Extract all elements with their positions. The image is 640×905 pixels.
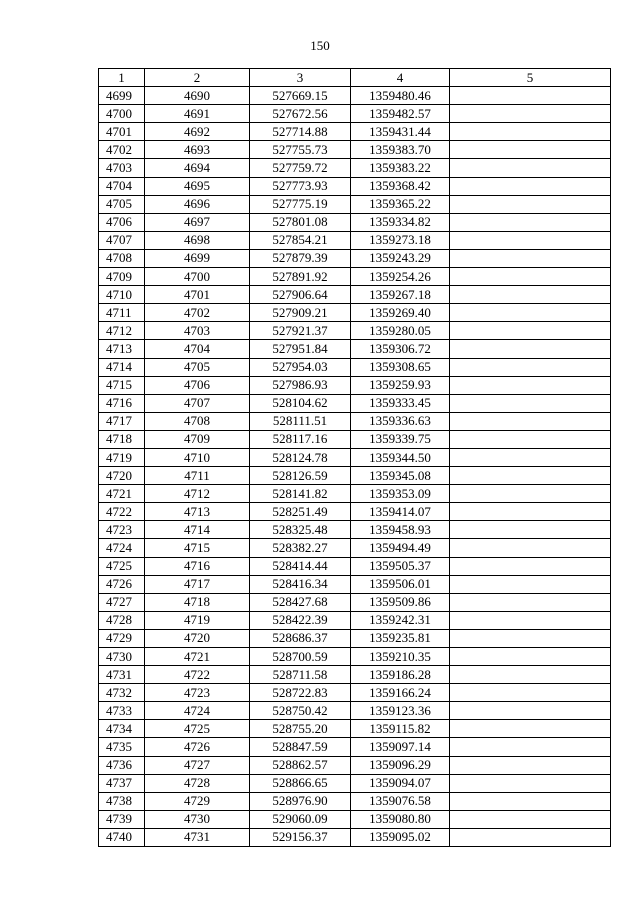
table-cell-col-1: 4704	[99, 177, 145, 195]
table-cell-col-4: 1359242.31	[351, 611, 450, 629]
table-cell-col-3: 528847.59	[250, 738, 351, 756]
table-cell-col-4: 1359458.93	[351, 521, 450, 539]
table-row	[99, 177, 611, 195]
table-cell-col-1: 4739	[99, 810, 145, 828]
table-cell-col-5	[450, 684, 611, 702]
table-row	[99, 792, 611, 810]
table-cell-col-4: 1359166.24	[351, 684, 450, 702]
table-cell-col-1: 4699	[99, 87, 145, 105]
column-header-1: 1	[99, 69, 145, 87]
table-cell-col-4: 1359094.07	[351, 774, 450, 792]
table-cell-col-4: 1359353.09	[351, 485, 450, 503]
table-cell-col-2: 4694	[145, 159, 250, 177]
table-cell-col-1: 4714	[99, 358, 145, 376]
table-cell-col-3: 528117.16	[250, 430, 351, 448]
table-cell-col-5	[450, 105, 611, 123]
table-cell-col-2: 4725	[145, 720, 250, 738]
table-cell-col-3: 527909.21	[250, 304, 351, 322]
table-row	[99, 358, 611, 376]
table-cell-col-5	[450, 720, 611, 738]
table-cell-col-3: 528126.59	[250, 467, 351, 485]
table-cell-col-2: 4713	[145, 503, 250, 521]
table-cell-col-1: 4721	[99, 485, 145, 503]
table-cell-col-2: 4726	[145, 738, 250, 756]
table-cell-col-5	[450, 792, 611, 810]
table-cell-col-3: 528422.39	[250, 611, 351, 629]
table-cell-col-4: 1359383.22	[351, 159, 450, 177]
table-cell-col-2: 4695	[145, 177, 250, 195]
table-row	[99, 774, 611, 792]
table-cell-col-2: 4707	[145, 394, 250, 412]
table-cell-col-3: 527906.64	[250, 286, 351, 304]
table-row	[99, 448, 611, 466]
column-header-2: 2	[145, 69, 250, 87]
table-cell-col-4: 1359243.29	[351, 249, 450, 267]
table-cell-col-1: 4713	[99, 340, 145, 358]
table-cell-col-1: 4736	[99, 756, 145, 774]
table-cell-col-4: 1359273.18	[351, 231, 450, 249]
table-cell-col-4: 1359235.81	[351, 629, 450, 647]
table-cell-col-5	[450, 177, 611, 195]
table-row	[99, 105, 611, 123]
table-cell-col-2: 4702	[145, 304, 250, 322]
table-cell-col-3: 527921.37	[250, 322, 351, 340]
table-row	[99, 521, 611, 539]
table-cell-col-3: 529156.37	[250, 828, 351, 846]
table-cell-col-5	[450, 666, 611, 684]
table-cell-col-5	[450, 503, 611, 521]
table-cell-col-4: 1359280.05	[351, 322, 450, 340]
table-row	[99, 666, 611, 684]
table-cell-col-5	[450, 376, 611, 394]
table-row	[99, 467, 611, 485]
table-cell-col-4: 1359080.80	[351, 810, 450, 828]
table-cell-col-1: 4725	[99, 557, 145, 575]
table-cell-col-3: 528416.34	[250, 575, 351, 593]
table-cell-col-3: 528711.58	[250, 666, 351, 684]
table-cell-col-4: 1359494.49	[351, 539, 450, 557]
table-cell-col-2: 4693	[145, 141, 250, 159]
table-cell-col-5	[450, 448, 611, 466]
table-cell-col-1: 4732	[99, 684, 145, 702]
table-cell-col-3: 528686.37	[250, 629, 351, 647]
table-cell-col-2: 4709	[145, 430, 250, 448]
table-row	[99, 648, 611, 666]
table-cell-col-4: 1359259.93	[351, 376, 450, 394]
table-row	[99, 684, 611, 702]
coordinates-table	[98, 68, 611, 847]
table-cell-col-2: 4710	[145, 448, 250, 466]
table-cell-col-3: 528251.49	[250, 503, 351, 521]
table-row	[99, 141, 611, 159]
table-cell-col-5	[450, 159, 611, 177]
table-cell-col-1: 4712	[99, 322, 145, 340]
table-cell-col-2: 4708	[145, 412, 250, 430]
table-row	[99, 702, 611, 720]
table-cell-col-1: 4702	[99, 141, 145, 159]
table-row	[99, 87, 611, 105]
table-cell-col-3: 528414.44	[250, 557, 351, 575]
table-row	[99, 394, 611, 412]
table-cell-col-4: 1359095.02	[351, 828, 450, 846]
table-row	[99, 340, 611, 358]
table-cell-col-5	[450, 231, 611, 249]
table-cell-col-3: 527755.73	[250, 141, 351, 159]
table-cell-col-4: 1359097.14	[351, 738, 450, 756]
table-cell-col-2: 4692	[145, 123, 250, 141]
table-row	[99, 322, 611, 340]
table-cell-col-1: 4727	[99, 593, 145, 611]
table-cell-col-5	[450, 575, 611, 593]
table-cell-col-2: 4700	[145, 268, 250, 286]
table-cell-col-1: 4700	[99, 105, 145, 123]
table-cell-col-5	[450, 467, 611, 485]
table-cell-col-5	[450, 557, 611, 575]
table-row	[99, 412, 611, 430]
table-cell-col-1: 4708	[99, 249, 145, 267]
table-cell-col-3: 527854.21	[250, 231, 351, 249]
table-cell-col-2: 4720	[145, 629, 250, 647]
table-cell-col-2: 4717	[145, 575, 250, 593]
table-cell-col-4: 1359186.28	[351, 666, 450, 684]
table-cell-col-2: 4696	[145, 195, 250, 213]
table-cell-col-2: 4714	[145, 521, 250, 539]
table-cell-col-5	[450, 810, 611, 828]
table-cell-col-3: 528124.78	[250, 448, 351, 466]
table-cell-col-3: 527954.03	[250, 358, 351, 376]
table-cell-col-2: 4719	[145, 611, 250, 629]
table-cell-col-5	[450, 340, 611, 358]
table-cell-col-4: 1359482.57	[351, 105, 450, 123]
table-cell-col-5	[450, 213, 611, 231]
table-cell-col-4: 1359123.36	[351, 702, 450, 720]
table-cell-col-1: 4717	[99, 412, 145, 430]
column-header-4: 4	[351, 69, 450, 87]
table-row	[99, 720, 611, 738]
table-cell-col-2: 4697	[145, 213, 250, 231]
table-cell-col-5	[450, 702, 611, 720]
table-row	[99, 828, 611, 846]
table-cell-col-3: 528111.51	[250, 412, 351, 430]
table-cell-col-5	[450, 593, 611, 611]
table-cell-col-5	[450, 485, 611, 503]
table-cell-col-4: 1359334.82	[351, 213, 450, 231]
table-row	[99, 304, 611, 322]
table-cell-col-5	[450, 430, 611, 448]
table-cell-col-3: 528866.65	[250, 774, 351, 792]
table-cell-col-2: 4699	[145, 249, 250, 267]
table-cell-col-3: 528141.82	[250, 485, 351, 503]
table-cell-col-2: 4724	[145, 702, 250, 720]
table-row	[99, 557, 611, 575]
table-cell-col-4: 1359368.42	[351, 177, 450, 195]
table-cell-col-4: 1359339.75	[351, 430, 450, 448]
table-cell-col-4: 1359269.40	[351, 304, 450, 322]
table-cell-col-2: 4729	[145, 792, 250, 810]
table-cell-col-5	[450, 394, 611, 412]
table-cell-col-4: 1359306.72	[351, 340, 450, 358]
table-row	[99, 159, 611, 177]
table-cell-col-2: 4718	[145, 593, 250, 611]
table-cell-col-3: 528382.27	[250, 539, 351, 557]
table-cell-col-4: 1359308.65	[351, 358, 450, 376]
table-cell-col-4: 1359414.07	[351, 503, 450, 521]
table-cell-col-3: 527759.72	[250, 159, 351, 177]
table-cell-col-1: 4735	[99, 738, 145, 756]
table-cell-col-1: 4710	[99, 286, 145, 304]
table-cell-col-5	[450, 629, 611, 647]
table-cell-col-3: 528104.62	[250, 394, 351, 412]
table-row	[99, 756, 611, 774]
table-cell-col-2: 4711	[145, 467, 250, 485]
table-row	[99, 231, 611, 249]
table-cell-col-5	[450, 756, 611, 774]
table-cell-col-2: 4705	[145, 358, 250, 376]
table-row	[99, 249, 611, 267]
table-cell-col-1: 4719	[99, 448, 145, 466]
table-cell-col-4: 1359115.82	[351, 720, 450, 738]
table-cell-col-2: 4727	[145, 756, 250, 774]
table-cell-col-3: 528722.83	[250, 684, 351, 702]
table-cell-col-3: 527669.15	[250, 87, 351, 105]
table-cell-col-3: 528700.59	[250, 648, 351, 666]
table-cell-col-1: 4730	[99, 648, 145, 666]
table-cell-col-1: 4728	[99, 611, 145, 629]
table-cell-col-4: 1359096.29	[351, 756, 450, 774]
table-cell-col-5	[450, 539, 611, 557]
table-cell-col-1: 4701	[99, 123, 145, 141]
table-cell-col-4: 1359505.37	[351, 557, 450, 575]
table-cell-col-2: 4698	[145, 231, 250, 249]
table-cell-col-5	[450, 774, 611, 792]
table-row	[99, 123, 611, 141]
table-cell-col-1: 4723	[99, 521, 145, 539]
table-cell-col-2: 4730	[145, 810, 250, 828]
table-row	[99, 575, 611, 593]
table-cell-col-1: 4709	[99, 268, 145, 286]
table-cell-col-5	[450, 322, 611, 340]
table-cell-col-5	[450, 738, 611, 756]
table-cell-col-5	[450, 648, 611, 666]
table-cell-col-2: 4721	[145, 648, 250, 666]
table-cell-col-3: 528750.42	[250, 702, 351, 720]
table-cell-col-2: 4716	[145, 557, 250, 575]
table-cell-col-4: 1359431.44	[351, 123, 450, 141]
table-cell-col-5	[450, 249, 611, 267]
table-cell-col-3: 527801.08	[250, 213, 351, 231]
table-cell-col-2: 4712	[145, 485, 250, 503]
table-cell-col-4: 1359480.46	[351, 87, 450, 105]
table-cell-col-3: 527879.39	[250, 249, 351, 267]
table-cell-col-2: 4706	[145, 376, 250, 394]
table-cell-col-3: 527891.92	[250, 268, 351, 286]
table-cell-col-5	[450, 195, 611, 213]
table-cell-col-3: 527714.88	[250, 123, 351, 141]
table-cell-col-3: 528325.48	[250, 521, 351, 539]
table-cell-col-5	[450, 521, 611, 539]
table-cell-col-3: 527672.56	[250, 105, 351, 123]
table-cell-col-1: 4724	[99, 539, 145, 557]
table-cell-col-2: 4701	[145, 286, 250, 304]
table-cell-col-4: 1359345.08	[351, 467, 450, 485]
table-cell-col-5	[450, 87, 611, 105]
table-cell-col-4: 1359076.58	[351, 792, 450, 810]
table-row	[99, 485, 611, 503]
table-row	[99, 195, 611, 213]
table-cell-col-4: 1359267.18	[351, 286, 450, 304]
table-cell-col-1: 4720	[99, 467, 145, 485]
table-cell-col-3: 527775.19	[250, 195, 351, 213]
table-cell-col-2: 4704	[145, 340, 250, 358]
table-cell-col-4: 1359254.26	[351, 268, 450, 286]
table-row	[99, 629, 611, 647]
table-cell-col-4: 1359509.86	[351, 593, 450, 611]
table-cell-col-5	[450, 268, 611, 286]
table-cell-col-4: 1359383.70	[351, 141, 450, 159]
table-row	[99, 593, 611, 611]
column-header-5: 5	[450, 69, 611, 87]
table-cell-col-3: 529060.09	[250, 810, 351, 828]
table-cell-col-3: 527986.93	[250, 376, 351, 394]
table-cell-col-2: 4728	[145, 774, 250, 792]
table-cell-col-1: 4729	[99, 629, 145, 647]
table-cell-col-1: 4738	[99, 792, 145, 810]
table-cell-col-2: 4731	[145, 828, 250, 846]
table-cell-col-3: 527773.93	[250, 177, 351, 195]
table-row	[99, 503, 611, 521]
table-row	[99, 376, 611, 394]
table-cell-col-1: 4733	[99, 702, 145, 720]
table-cell-col-2: 4703	[145, 322, 250, 340]
table-cell-col-4: 1359210.35	[351, 648, 450, 666]
table-cell-col-2: 4690	[145, 87, 250, 105]
table-cell-col-2: 4715	[145, 539, 250, 557]
table-cell-col-1: 4703	[99, 159, 145, 177]
table-cell-col-5	[450, 286, 611, 304]
table-cell-col-5	[450, 304, 611, 322]
table-cell-col-3: 527951.84	[250, 340, 351, 358]
table-row	[99, 810, 611, 828]
table-cell-col-5	[450, 412, 611, 430]
table-cell-col-1: 4715	[99, 376, 145, 394]
table-cell-col-5	[450, 358, 611, 376]
table-cell-col-1: 4722	[99, 503, 145, 521]
table-cell-col-1: 4731	[99, 666, 145, 684]
table-cell-col-3: 528862.57	[250, 756, 351, 774]
table-row	[99, 611, 611, 629]
table-row	[99, 430, 611, 448]
column-header-3: 3	[250, 69, 351, 87]
table-cell-col-4: 1359506.01	[351, 575, 450, 593]
table-cell-col-5	[450, 141, 611, 159]
table-cell-col-2: 4722	[145, 666, 250, 684]
table-row	[99, 268, 611, 286]
table-body	[99, 87, 611, 847]
table-cell-col-5	[450, 123, 611, 141]
table-row	[99, 286, 611, 304]
table-cell-col-3: 528427.68	[250, 593, 351, 611]
table-cell-col-1: 4706	[99, 213, 145, 231]
table-row	[99, 738, 611, 756]
table-cell-col-4: 1359333.45	[351, 394, 450, 412]
table-cell-col-1: 4716	[99, 394, 145, 412]
table-cell-col-1: 4734	[99, 720, 145, 738]
table-cell-col-1: 4711	[99, 304, 145, 322]
page-number: 150	[310, 38, 330, 53]
table-cell-col-1: 4737	[99, 774, 145, 792]
table-header-row	[99, 69, 611, 87]
table-cell-col-1: 4740	[99, 828, 145, 846]
table-cell-col-5	[450, 611, 611, 629]
table-cell-col-1: 4726	[99, 575, 145, 593]
table-row	[99, 539, 611, 557]
table-cell-col-4: 1359336.63	[351, 412, 450, 430]
table-cell-col-1: 4705	[99, 195, 145, 213]
table-cell-col-4: 1359365.22	[351, 195, 450, 213]
table-cell-col-3: 528755.20	[250, 720, 351, 738]
table-cell-col-2: 4691	[145, 105, 250, 123]
table-row	[99, 213, 611, 231]
table-cell-col-3: 528976.90	[250, 792, 351, 810]
table-cell-col-4: 1359344.50	[351, 448, 450, 466]
table-cell-col-1: 4707	[99, 231, 145, 249]
table-cell-col-2: 4723	[145, 684, 250, 702]
table-cell-col-1: 4718	[99, 430, 145, 448]
table-cell-col-5	[450, 828, 611, 846]
